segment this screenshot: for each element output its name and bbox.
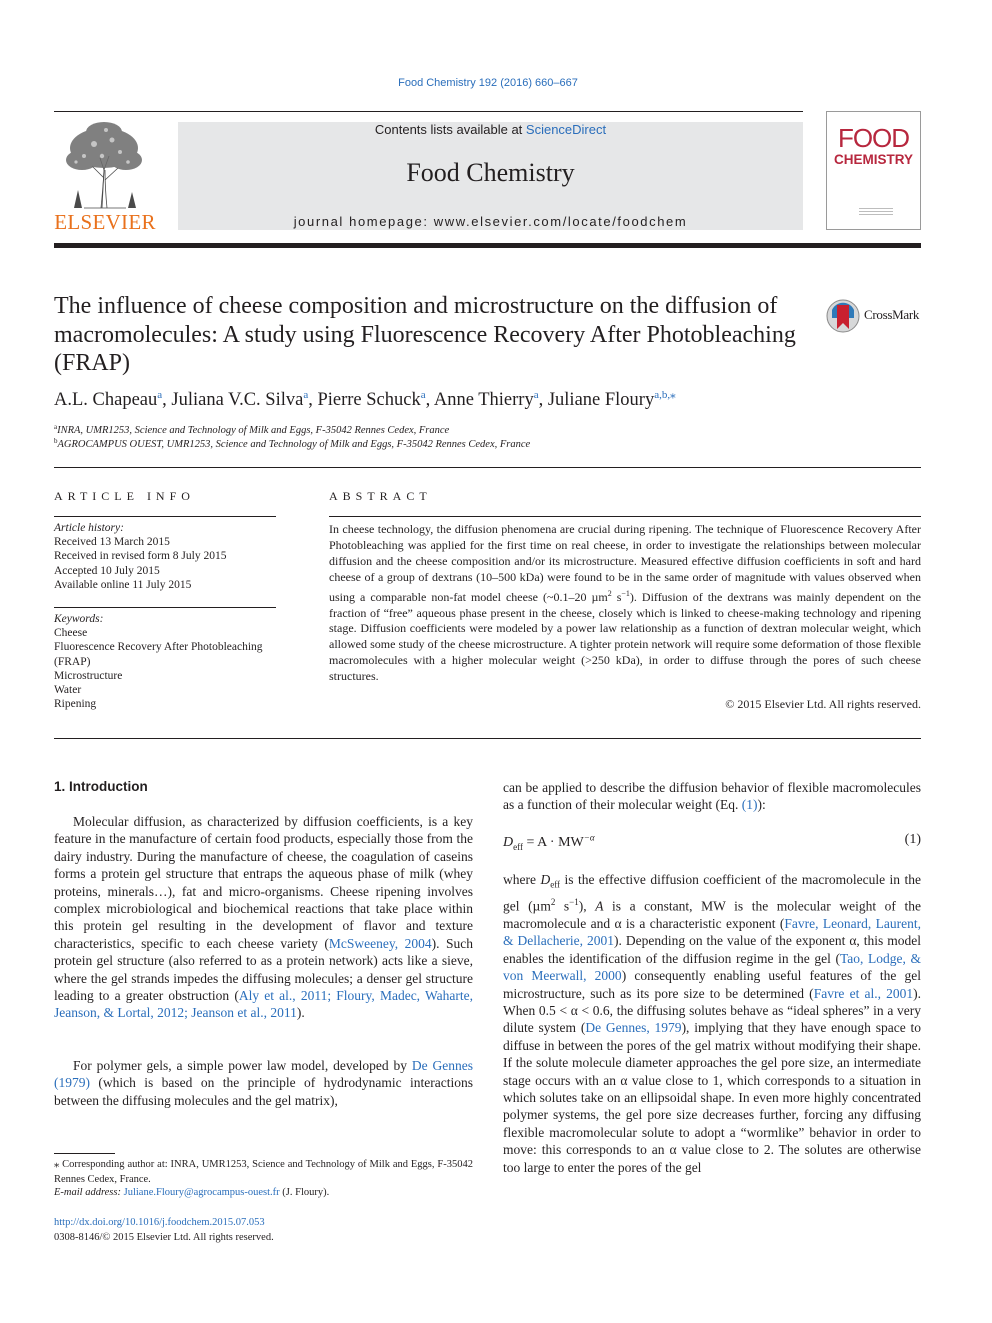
paragraph-text: ) consequently enabling useful features of the gel microstructure, such as its pore size to be determined (	[503, 968, 921, 1001]
citation-link[interactable]: Favre et al., 2001	[813, 985, 914, 1001]
paragraph-text: is a constant, MW is the molecular weight of the macromolecule and α is a characteristic exponent (	[503, 898, 921, 931]
equation-expression	[503, 832, 595, 852]
cover-title-food: FOOD	[837, 123, 910, 153]
crossmark-icon	[826, 298, 860, 334]
keyword-item: Water	[54, 684, 82, 697]
email-footnote	[54, 1187, 329, 1198]
journal-cover-thumbnail[interactable]	[826, 111, 921, 230]
author-affiliation-mark[interactable]: a,b,⁎	[654, 389, 676, 401]
cover-title-chemistry: CHEMISTRY	[833, 152, 913, 167]
email-link[interactable]: Juliane.Floury@agrocampus-ouest.fr	[123, 1187, 280, 1198]
sciencedirect-link[interactable]: ScienceDirect	[525, 122, 607, 137]
keywords-rule	[54, 607, 276, 608]
keyword-item: Fluorescence Recovery After Photobleaching	[54, 641, 263, 654]
abstract-rule	[329, 516, 921, 517]
keyword-item: (FRAP)	[54, 655, 91, 668]
journal-homepage-link[interactable]: journal homepage: www.elsevier.com/locate/foodchem	[293, 214, 688, 229]
affiliation-text: INRA, UMR1253, Science and Technology of Milk and Eggs, F-35042 Rennes Cedex, France	[57, 425, 450, 436]
masthead-bottom-rule	[54, 243, 921, 248]
equation-number: (1)	[904, 832, 921, 847]
section-heading-introduction: 1. Introduction	[54, 779, 148, 794]
author-affiliation-mark[interactable]: a	[420, 389, 426, 401]
journal-banner	[178, 122, 803, 230]
email-suffix: (J. Floury).	[279, 1187, 330, 1198]
journal-name: Food Chemistry	[406, 158, 575, 187]
author-name[interactable]: Pierre Schuck	[317, 390, 421, 410]
paragraph-text: ).	[296, 1005, 305, 1021]
paragraph-text: ). When 0.5 < α < 0.6, the diffusing solutes behave as “ideal spheres” in a very dilute system (	[503, 985, 922, 1036]
equation-superscript: −α	[583, 832, 595, 842]
elsevier-wordmark: ELSEVIER	[54, 210, 156, 234]
history-item: Available online 11 July 2015	[54, 578, 192, 591]
citation-link[interactable]: Favre, Leonard, Laurent, & Dellacherie, 2001	[503, 916, 921, 949]
contents-prefix: Contents lists available at	[374, 122, 526, 137]
footnote-rule	[54, 1153, 115, 1154]
keyword-item: Cheese	[54, 627, 88, 640]
history-item: Received in revised form 8 July 2015	[54, 550, 227, 563]
equation-subscript: eff	[513, 841, 523, 852]
doi-link[interactable]: http://dx.doi.org/10.1016/j.foodchem.2015.07.053	[54, 1217, 265, 1228]
citation-link[interactable]: De Gennes (1979)	[54, 1058, 473, 1091]
author-name[interactable]: Anne Thierry	[433, 390, 534, 410]
equation-body: = A · MW	[522, 834, 584, 850]
keyword-item: Ripening	[54, 698, 97, 711]
affiliation-text: AGROCAMPUS OUEST, UMR1253, Science and Technology of Milk and Eggs, F-35042 Rennes Cedex, France	[57, 439, 531, 450]
author-affiliation-mark[interactable]: a	[303, 389, 309, 401]
citation-link[interactable]: De Gennes, 1979	[585, 1020, 682, 1036]
body-paragraph	[54, 1057, 473, 1109]
equation-symbol: D	[503, 834, 514, 850]
article-info-heading: ARTICLE INFO	[54, 489, 195, 503]
crossmark-badge[interactable]	[826, 298, 926, 334]
affiliation-b	[54, 439, 530, 450]
masthead-top-rule	[54, 111, 803, 112]
paragraph-text: is the effective diffusion coefficient of the macromolecule in the gel (µm	[503, 872, 922, 914]
affiliation-label: a	[54, 423, 58, 431]
body-paragraph	[54, 813, 473, 1022]
paragraph-text: ):	[757, 797, 766, 813]
affiliation-label: b	[54, 437, 58, 445]
abstract-heading: ABSTRACT	[329, 489, 432, 503]
corresponding-author-footnote: ⁎ Corresponding author at: INRA, UMR1253, Science and Technology of Milk and Eggs, F-35042 Rennes Cedex, France.	[54, 1159, 473, 1185]
author-name[interactable]: Juliane Floury	[547, 390, 655, 410]
abstract-superscript: 2	[607, 588, 612, 598]
paragraph-text: Molecular diffusion, as characterized by diffusion coefficients, is a key feature in the manufacture of certain food products, especially those from the dairy industry. During the manufacture of cheese, the coagulation of caseins forms a protein gel structure that entraps the aqueous phase of milk (whey proteins, minerals…), fat and micro-organisms. Cheese ripening involves complex microbiological and biochemical reactions that take place within this protein gel resulting in the development of flavor and texture characteristics, specific to each cheese variety (	[54, 814, 473, 951]
issn-line: 0308-8146/© 2015 Elsevier Ltd. All rights reserved.	[54, 1232, 274, 1243]
affiliation-rule	[54, 467, 921, 468]
paragraph-text: ),	[578, 898, 596, 914]
paragraph-text: ). Such protein gel structure (also referred to as a protein network) acts like a sieve, where the gel strands impedes the diffusing molecules; a denser gel structure leading to a greater obstruction (	[54, 935, 473, 1004]
history-label: Article history:	[54, 522, 124, 534]
abstract-segment: ). Diffusion of the dextrans was mainly dependent on the fraction of “free” aqueous phase present in the cheese, closely which is linked to cheese-making technology and ripening stage. Diffusion coefficients were modeled by a power law relationship as a function of dextran molecular weight, which allowed some study of the cheese microstructure. A tighter protein network will require some deformation of those flexible macromolecules with a higher molecular weight (>250 kDa), in order to diffuse through the pores of such cheese structures.	[329, 589, 922, 684]
history-item: Accepted 10 July 2015	[54, 564, 160, 577]
body-rule	[54, 738, 921, 739]
affiliation-a	[54, 425, 449, 436]
math-superscript: 2	[550, 897, 556, 908]
author-name[interactable]: A.L. Chapeau	[54, 390, 158, 410]
author-affiliation-mark[interactable]: a	[533, 389, 539, 401]
keywords	[54, 612, 284, 711]
contents-line	[178, 122, 803, 137]
paragraph-text: can be applied to describe the diffusion behavior of flexible macromolecules as a function of their molecular weight (Eq.	[503, 780, 921, 813]
citation-link[interactable]: McSweeney, 2004	[328, 935, 432, 951]
equation-1	[503, 832, 921, 851]
math-subscript: eff	[550, 879, 561, 890]
author-name[interactable]: Juliana V.C. Silva	[171, 390, 304, 410]
history-item: Received 13 March 2015	[54, 536, 170, 549]
crossmark-label: CrossMark	[864, 307, 920, 322]
journal-citation-link[interactable]: Food Chemistry 192 (2016) 660–667	[398, 77, 578, 89]
math-symbol: D	[540, 872, 551, 887]
paragraph-text: s	[555, 898, 570, 914]
paragraph-text: (which is based on the principle of hydrodynamic interactions between the diffusing molecules and the gel matrix),	[54, 1075, 473, 1108]
keywords-label: Keywords:	[54, 613, 104, 625]
math-superscript: −1	[569, 897, 579, 908]
paragraph-text: ). Depending on the value of the exponent α, this model enables the identification of the diffusion regime in the gel (	[503, 933, 921, 966]
abstract-segment: In cheese technology, the diffusion phenomena are crucial during ripening. The technique of Fluorescence Recovery After Photobleaching was applied for the first time on real cheese, in order to investigate the relationships between molecular diffusion and the cheese composition and/or its microstructure. Measured effective diffusion coefficients in soft and hard cheese of a group of dextrans (10–500 kDa) were found to be in the same order of magnitude with values observed when using a comparable non-fat model cheese (~0.1–20 µm	[329, 522, 921, 604]
paragraph-text: ), implying that they have enough space to diffuse in between the pores of the gel matrix without modifying their shape. If the solute molecule diameter approaches the gel pore size, an intermediate stage occurs with an α value close to 1, which corresponds to a situation in which solutes take on an ellipsoidal shape. In even more highly concentrated polymer systems, the gel pore size decreases further, forcing any diffusing flexible macromolecular solute to adopt a “wormlike” behavior in order to move: this corresponds to an α value close to 2. The solutes are otherwise too large to enter the pores of the gel	[503, 1020, 921, 1175]
copyright-notice: © 2015 Elsevier Ltd. All rights reserved.	[725, 697, 921, 711]
paragraph-text: where	[503, 872, 541, 887]
article-info-rule	[54, 516, 276, 517]
elsevier-logo	[54, 118, 156, 234]
author-list: A.L. Chapeau$^a$, Juliana V.C. Silva$^a$, Pierre Schuck$^a$, Anne Thierry$^a$, Juliane Floury$^{a,b,⁎}$	[54, 389, 676, 410]
body-paragraph	[503, 871, 921, 1176]
abstract-text	[329, 522, 921, 685]
equation-link[interactable]: (1)	[741, 797, 758, 813]
paragraph-text: For polymer gels, a simple power law model, developed by	[73, 1058, 412, 1073]
author-affiliation-mark[interactable]: a	[157, 389, 163, 401]
email-label: E-mail address:	[54, 1187, 124, 1198]
citation-link[interactable]: Tao, Lodge, & von Meerwall, 2000	[503, 950, 921, 984]
elsevier-tree-icon	[54, 118, 156, 210]
article-history	[54, 521, 226, 592]
math-symbol: A	[595, 898, 604, 914]
citation-link[interactable]: Aly et al., 2011; Floury, Madec, Waharte, Jeanson, & Lortal, 2012; Jeanson et al., 2011	[54, 988, 473, 1021]
cover-decoration	[859, 208, 893, 217]
body-paragraph	[503, 779, 921, 814]
article-title: The influence of cheese composition and microstructure on the diffusion of macromolecules: A study using Fluorescence Recovery After Photobleaching (FRAP)	[54, 293, 796, 376]
abstract-superscript: −1	[621, 588, 630, 598]
abstract-segment: s	[611, 589, 622, 604]
keyword-item: Microstructure	[54, 669, 123, 682]
